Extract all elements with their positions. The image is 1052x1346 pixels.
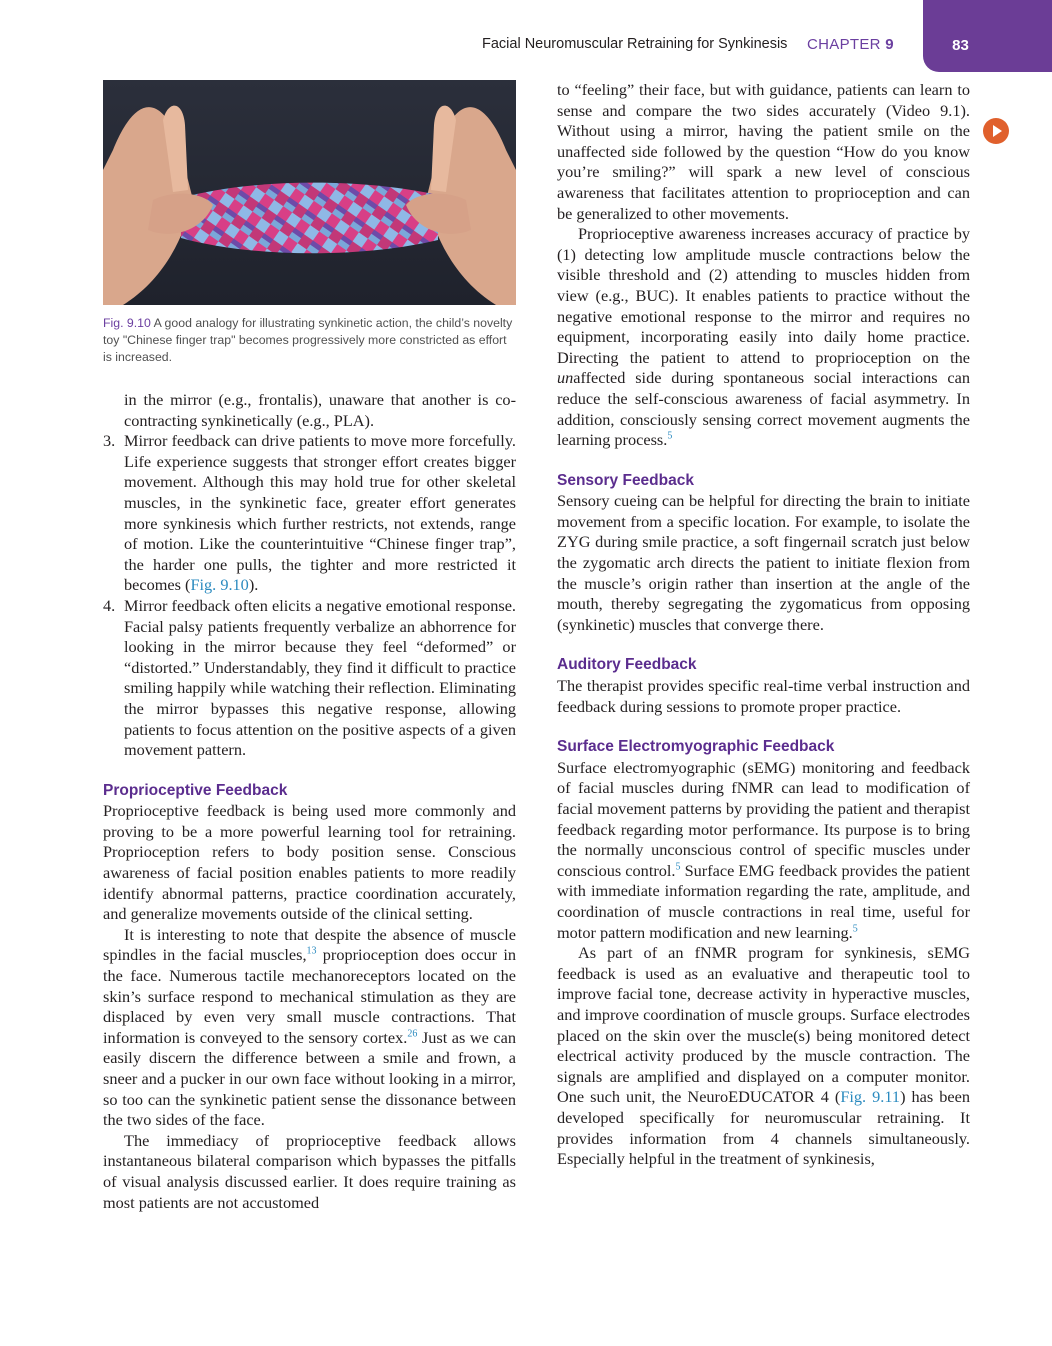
paragraph (103, 925, 516, 1131)
running-title: Facial Neuromuscular Retraining for Synkinesis (482, 36, 788, 52)
paragraph: Sensory cueing can be helpful for directing the brain to initiate movement from a specific location. For example, to isolate the ZYG during smile practice, a soft fingernail scratch just below the zygomatic arch directs the patient to initiate flexion from the muscle’s origin rather than insertion at the angle of the mouth, thereby segregating the zygomaticus from opposing (synkinetic) muscles that converge there. (557, 491, 970, 634)
paragraph-text: Just as we can easily discern the difference between a smile and frown, a sneer and a pucker in our own face without looking in a mirror, so too can the synkinetic patient sense the dissonance between the two sides of the face. (103, 1027, 516, 1130)
chapter-prefix: CHAPTER (807, 36, 881, 53)
figure-label: Fig. 9.10 (103, 316, 151, 330)
paragraph (557, 758, 970, 943)
paragraph-text: It is interesting to note that despite the absence of muscle spindles in the facial muscles, (103, 924, 516, 965)
finger-trap-photo (103, 80, 516, 305)
figure-reference-link[interactable]: Fig. 9.11 (840, 1087, 901, 1107)
page-number-tab (923, 0, 1052, 72)
chapter-number: 9 (885, 36, 894, 53)
numbered-list (103, 390, 516, 761)
figure-reference-link[interactable]: Fig. 9.10 (190, 575, 249, 595)
paragraph-text: Proprioceptive awareness increases accuracy of practice by (1) detecting low amplitude muscle contractions below the visible threshold and (2) attending to muscles hidden from view (e.g., BUC). It enables patients to practice without the negative emotional response to the mirror and requires no equipment, incorporating easily into daily home practice. Directing the patient to attend to proprioception on the (557, 224, 970, 367)
paragraph-text: Surface EMG feedback provides the patient with immediate information regarding the rate, amplitude, and coordination of muscle contractions in real time, useful for motor pattern modification and new learning. (557, 860, 970, 942)
paragraph (557, 943, 970, 1170)
list-item-text: Mirror feedback often elicits a negative emotional response. Facial palsy patients frequently verbalize an abhorrence for looking in the mirror because they feel “deformed” or “distorted.” Understandably, they find it difficult to practice smiling happily while watching their reflection. Eliminating the mirror bypasses this negative response, allowing patients to focus attention on the positive aspects of a given movement pattern. (124, 595, 516, 760)
video-play-icon[interactable] (983, 118, 1009, 144)
list-number: 3. (103, 431, 116, 451)
citation-link[interactable]: 5 (667, 430, 673, 442)
citation-link[interactable]: 5 (675, 861, 681, 873)
paragraph (557, 224, 970, 451)
paragraph: Proprioceptive feedback is being used more commonly and proving to be a more powerful learning tool for retraining. Proprioception refers to body position sense. Conscious awareness of facial position enables patients to more readily identify abnormal patterns, practice coordination accurately, and generalize movements outside of the clinical setting. (103, 801, 516, 924)
list-item (103, 596, 516, 761)
paragraph: The immediacy of proprioceptive feedback allows instantaneous bilateral comparison which bypasses the pitfalls of visual analysis discussed earlier. It does require training as most patients are not accustomed (103, 1130, 516, 1212)
chapter-label (807, 36, 894, 53)
paragraph-text: affected side during spontaneous social interactions can reduce the self-conscious awareness of facial asymmetry. In addition, consciously sensing correct movement augments the learning process. (557, 368, 970, 450)
list-number: 4. (103, 595, 116, 615)
citation-link[interactable]: 13 (306, 946, 317, 958)
right-column (557, 80, 970, 1170)
list-item-text-end: ). (248, 575, 259, 595)
section-heading: Auditory Feedback (557, 656, 697, 674)
section-heading: Surface Electromyographic Feedback (557, 738, 835, 756)
figure-caption-text: A good analogy for illustrating synkinetic action, the child’s novelty toy "Chinese finger trap" becomes progressively more constricted as effort is increased. (103, 316, 513, 364)
paragraph: The therapist provides specific real-time verbal instruction and feedback during sessions to promote proper practice. (557, 676, 970, 716)
paragraph-text: As part of an fNMR program for synkinesis, sEMG feedback is used as an evaluative and therapeutic tool to improve facial tone, decrease activity in hyperactive muscles, and improve coordination of muscle groups. Surface electrodes placed on the skin over the muscle(s) being monitored detect electrical activity produced by the muscle contraction. The signals are amplified and displayed on a computer monitor. One such unit, the NeuroEDUCATOR 4 ( (557, 943, 970, 1107)
list-item-text: Mirror feedback can drive patients to move more forcefully. Life experience suggests that stronger effort creates bigger movement. Although this may hold true for other skeletal muscles, in the synkinetic face, greater effort generates more synkinesis which further restricts, not extends, range of motion. Like the counterintuitive “Chinese finger trap”, the harder one pulls, the tighter and more restricted it becomes ( (124, 431, 516, 595)
left-column (103, 80, 516, 1213)
section-heading: Sensory Feedback (557, 471, 694, 489)
page-number: 83 (952, 37, 969, 54)
paragraph-text: Surface electromyographic (sEMG) monitoring and feedback of facial muscles during fNMR can lead to modification of facial movement patterns by providing the patient and therapist feedback regarding motor performance. Its purpose is to bring the normally unconscious control of specific muscles under conscious control. (557, 757, 970, 880)
list-item (103, 390, 516, 431)
citation-link[interactable]: 26 (407, 1028, 418, 1040)
paragraph-text: ) has been developed specifically for neuromuscular retraining. It provides information from 4 channels simultaneously. Especially helpful in the treatment of synkinesis, (557, 1087, 971, 1169)
paragraph-emphasis: un (557, 368, 574, 388)
section-heading: Proprioceptive Feedback (103, 781, 288, 799)
citation-link[interactable]: 5 (852, 923, 858, 935)
page-header (0, 0, 1052, 72)
list-item (103, 431, 516, 596)
paragraph-text: proprioception does occur in the face. Numerous tactile mechanoreceptors located on the skin’s surface respond to mechanical stimulation as they are displaced by even very small muscle contractions. That information is conveyed to the sensory cortex. (103, 945, 517, 1047)
list-item-continuation: in the mirror (e.g., frontalis), unaware that another is co-contracting synkinetically (e.g., PLA). (124, 390, 516, 430)
paragraph: to “feeling” their face, but with guidance, patients can learn to sense and compare the two sides accurately (Video 9.1). Without using a mirror, having the patient smile on the unaffected side followed by the question “How do you know you’re smiling?” will spark a new level of conscious awareness that facilitates attention to proprioception and can be generalized to other movements. (557, 80, 970, 223)
figure-photo (103, 80, 516, 305)
figure-caption (103, 315, 516, 366)
